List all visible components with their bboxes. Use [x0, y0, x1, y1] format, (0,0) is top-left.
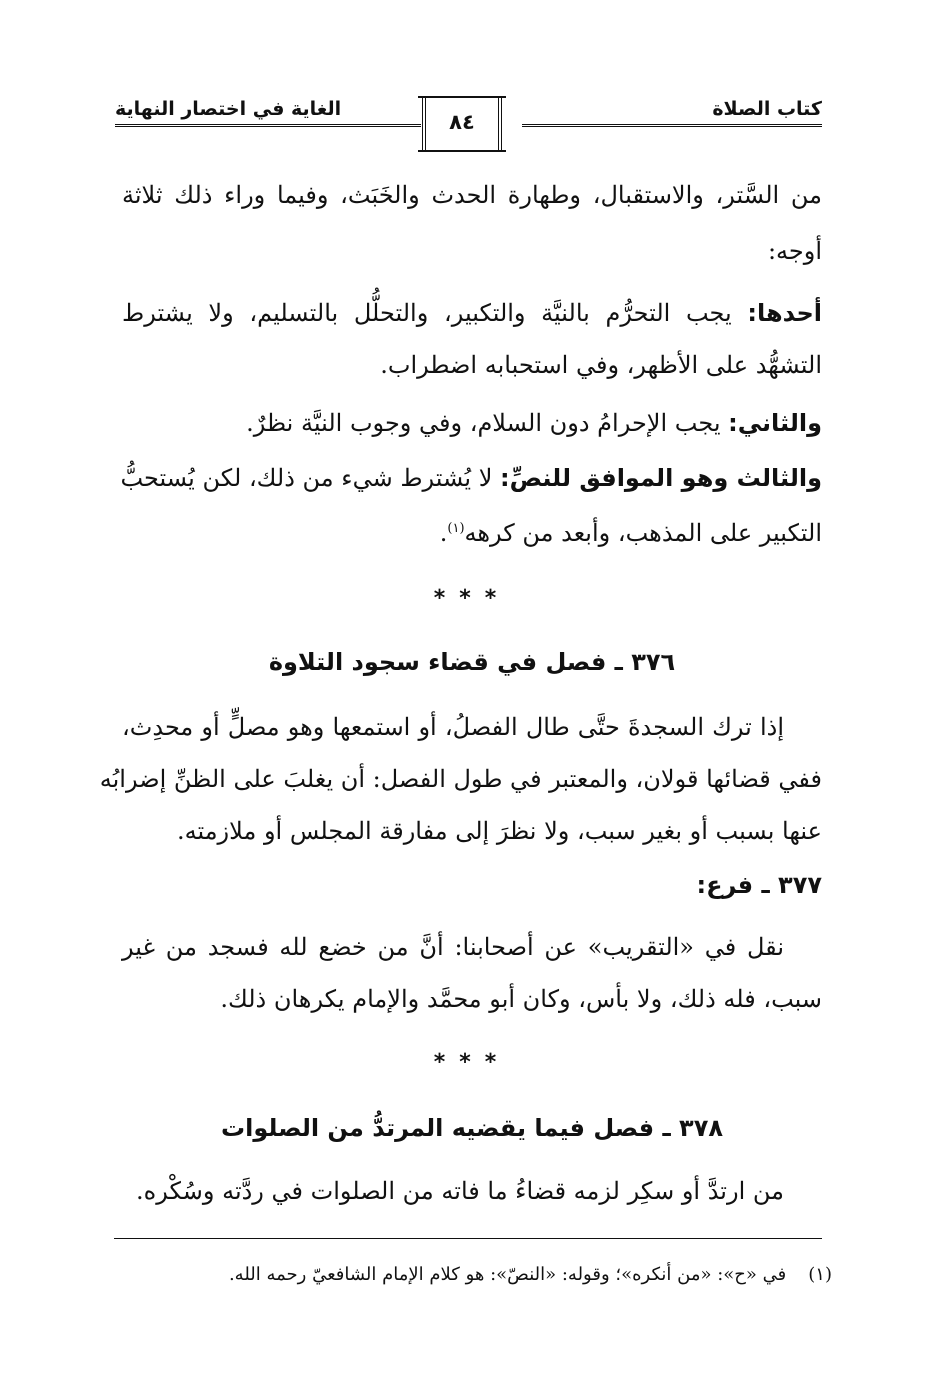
option-lead: أحدها:: [747, 299, 822, 327]
option-lead: والثالث وهو الموافق للنصِّ:: [500, 464, 822, 492]
section-heading: ٣٧٨ ـ فصل فيما يقضيه المرتدُّ من الصلوات: [221, 1114, 723, 1142]
footnote-number: (١): [808, 1264, 832, 1285]
text-line: من السَّتر، والاستقبال، وطهارة الحدث والخَبَث، وفيما وراء ذلك ثلاثة: [122, 181, 822, 209]
header-rule-left: [115, 124, 421, 127]
option-lead: والثاني:: [728, 409, 822, 437]
chapter-title: كتاب الصلاة: [712, 98, 822, 120]
footnote-ref: (١): [447, 521, 465, 536]
page-number-frame: [422, 98, 502, 150]
text-line: التشهُّد على الأظهر، وفي استحبابه اضطراب.: [380, 351, 822, 379]
section-separator: ***: [433, 586, 511, 611]
text-line: إذا ترك السجدةَ حتَّى طال الفصلُ، أو استمعها وهو مصلٍّ أو محدِث،: [122, 713, 785, 741]
text-line: ففي قضائها قولان، والمعتبر في طول الفصل: أن يغلبَ على الظنِّ إضرابُه: [99, 765, 822, 793]
text-span: .: [439, 519, 448, 547]
section-heading: ٣٧٦ ـ فصل في قضاء سجود التلاوة: [268, 648, 676, 676]
text-line: [122, 408, 822, 438]
text-line: من ارتدَّ أو سكِر لزمه قضاءُ ما فاته من الصلوات في ردَّته وسُكْره.: [136, 1177, 784, 1205]
footnote: [229, 1262, 832, 1288]
text-span: يجب الإحرامُ دون السلام، وفي وجوب النيَّة نظرٌ.: [246, 409, 729, 437]
footnote-rule: [114, 1238, 822, 1239]
page-number: ٨٤: [449, 110, 475, 134]
book-title: الغاية في اختصار النهاية: [115, 98, 342, 120]
text-line: أوجه:: [767, 237, 822, 265]
section-separator: ***: [433, 1050, 511, 1075]
text-line: عنها بسبب أو بغير سبب، ولا نظرَ إلى مفارقة المجلس أو ملازمته.: [176, 817, 822, 845]
text-span: لا يُشترط شيء من ذلك، لكن يُستحبُّ: [120, 464, 501, 492]
text-line: [122, 518, 822, 548]
text-span: التكبير على المذهب، وأبعد من كرهه: [464, 519, 822, 547]
text-line: سبب، فله ذلك، ولا بأس، وكان أبو محمَّد والإمام يكرهان ذلك.: [220, 985, 822, 1013]
text-line: [122, 298, 822, 328]
text-span: يجب التحرُّم بالنيَّة والتكبير، والتحلُّل بالتسليم، ولا يشترط: [122, 299, 748, 327]
text-line: [122, 463, 822, 493]
header-rule-right: [522, 124, 822, 127]
footnote-text: في «ح»: «من أنكره»؛ وقوله: «النصّ»: هو كلام الإمام الشافعيّ رحمه الله.: [228, 1264, 787, 1285]
text-line: نقل في «التقريب» عن أصحابنا: أنَّ من خضع لله فسجد من غير: [122, 933, 784, 961]
subsection-heading: ٣٧٧ ـ فرع:: [696, 871, 822, 899]
